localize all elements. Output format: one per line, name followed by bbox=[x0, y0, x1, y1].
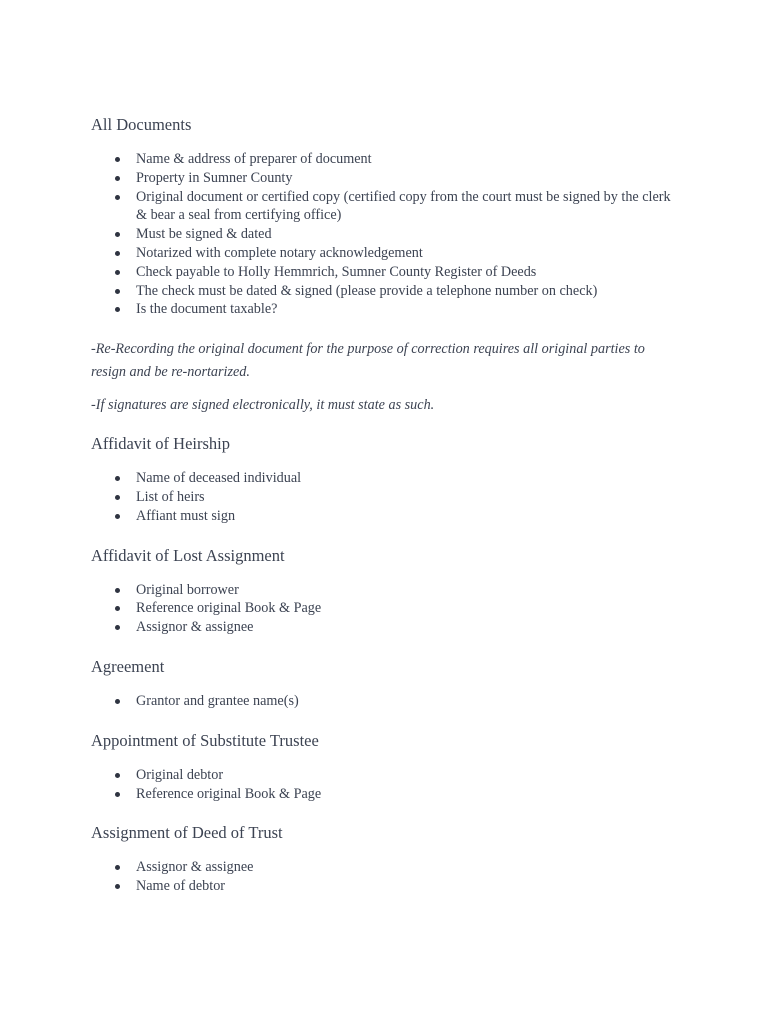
list-item-text: The check must be dated & signed (please provide a telephone number on check) bbox=[136, 282, 598, 299]
list-item bbox=[91, 300, 681, 319]
requirements-list-affidavit-of-heirship bbox=[91, 469, 681, 525]
list-item-text: Affiant must sign bbox=[136, 507, 236, 524]
bullet-icon bbox=[115, 195, 120, 200]
list-item bbox=[91, 858, 681, 877]
list-item bbox=[91, 263, 681, 282]
list-item bbox=[91, 599, 681, 618]
list-item bbox=[91, 488, 681, 507]
list-item-text: Assignor & assignee bbox=[136, 859, 254, 876]
list-item bbox=[91, 618, 681, 637]
list-item-text: Must be signed & dated bbox=[136, 226, 272, 243]
section-heading-agreement: Agreement bbox=[91, 656, 165, 676]
bullet-icon bbox=[115, 307, 120, 312]
list-item bbox=[91, 188, 681, 226]
list-item-text: Property in Sumner County bbox=[136, 169, 293, 186]
list-item bbox=[91, 282, 681, 301]
list-item-text: Reference original Book & Page bbox=[136, 785, 322, 802]
list-item bbox=[91, 877, 681, 896]
list-item bbox=[91, 150, 681, 169]
bullet-icon bbox=[115, 176, 120, 181]
section-heading-appointment-of-substitute-trustee: Appointment of Substitute Trustee bbox=[91, 730, 319, 750]
list-item bbox=[91, 785, 681, 804]
list-item-text: Original borrower bbox=[136, 581, 239, 598]
requirements-list-appointment-of-substitute-trustee bbox=[91, 766, 681, 804]
requirements-list-agreement bbox=[91, 692, 681, 711]
list-item-text: Name of debtor bbox=[136, 878, 226, 895]
list-item bbox=[91, 766, 681, 785]
bullet-icon bbox=[115, 514, 120, 519]
list-item-text: Name & address of preparer of document bbox=[136, 151, 372, 167]
list-item bbox=[91, 692, 681, 711]
note-electronic-signatures: -If signatures are signed electronically, it must state as such. bbox=[91, 397, 435, 414]
list-item-text: Notarized with complete notary acknowledgement bbox=[136, 244, 423, 261]
bullet-icon bbox=[115, 289, 120, 294]
bullet-icon bbox=[115, 251, 120, 256]
requirements-list-all-documents bbox=[91, 150, 681, 319]
list-item-text: Reference original Book & Page bbox=[136, 600, 322, 617]
list-item-text: Name of deceased individual bbox=[136, 470, 302, 487]
bullet-icon bbox=[115, 232, 120, 237]
bullet-icon bbox=[115, 157, 120, 162]
section-heading-affidavit-of-lost-assignment: Affidavit of Lost Assignment bbox=[91, 545, 285, 565]
list-item bbox=[91, 581, 681, 600]
list-item-text: Grantor and grantee name(s) bbox=[136, 692, 299, 709]
list-item bbox=[91, 244, 681, 263]
list-item bbox=[91, 507, 681, 526]
bullet-icon bbox=[115, 476, 120, 481]
section-heading-all-documents: All Documents bbox=[91, 115, 192, 134]
bullet-icon bbox=[115, 625, 120, 630]
note-re-recording: -Re-Recording the original document for the purpose of correction requires all original parties to resign and be re-nortarized. bbox=[91, 341, 645, 381]
bullet-icon bbox=[115, 270, 120, 275]
bullet-icon bbox=[115, 699, 120, 704]
section-heading-affidavit-of-heirship: Affidavit of Heirship bbox=[91, 434, 231, 454]
bullet-icon bbox=[115, 773, 120, 778]
section-heading-assignment-of-deed-of-trust: Assignment of Deed of Trust bbox=[91, 823, 283, 843]
list-item-text: Original document or certified copy (certified copy from the court must be signed by the clerk & bear a seal from certifying office) bbox=[136, 188, 671, 224]
list-item-text: List of heirs bbox=[136, 488, 205, 505]
list-item bbox=[91, 469, 681, 488]
requirements-list-affidavit-of-lost-assignment bbox=[91, 581, 681, 637]
requirements-list-assignment-of-deed-of-trust bbox=[91, 858, 681, 896]
list-item-text: Check payable to Holly Hemmrich, Sumner County Register of Deeds bbox=[136, 263, 537, 280]
document-content bbox=[91, 114, 681, 896]
bullet-icon bbox=[115, 884, 120, 889]
bullet-icon bbox=[115, 865, 120, 870]
bullet-icon bbox=[115, 792, 120, 797]
list-item-text: Is the document taxable? bbox=[136, 301, 278, 318]
list-item-text: Assignor & assignee bbox=[136, 619, 254, 636]
list-item-text: Original debtor bbox=[136, 766, 224, 783]
bullet-icon bbox=[115, 606, 120, 611]
list-item bbox=[91, 225, 681, 244]
bullet-icon bbox=[115, 495, 120, 500]
list-item bbox=[91, 169, 681, 188]
bullet-icon bbox=[115, 588, 120, 593]
